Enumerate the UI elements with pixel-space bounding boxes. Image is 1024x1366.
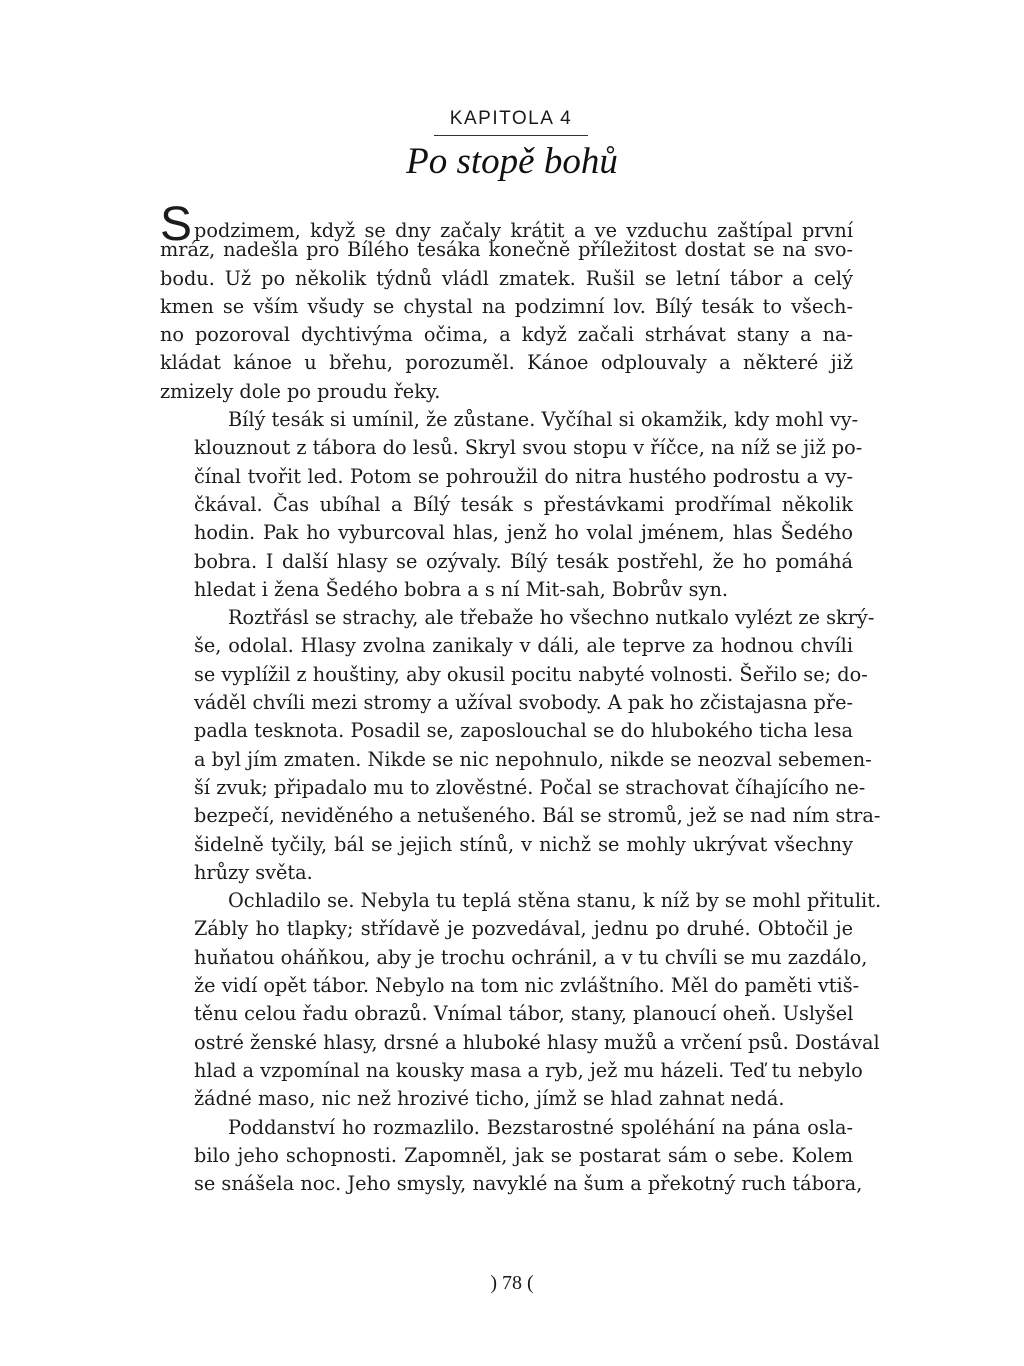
paragraph-5 — [160, 1114, 863, 1199]
drop-cap: S — [160, 198, 193, 251]
text-line: klouznout z tábora do lesů. Skryl svou stopu v říčce, na níž se již po- — [194, 436, 863, 460]
text-line: Zábly ho tlapky; střídavě je pozvedával, jednu po druhé. Obtočil je — [194, 917, 853, 941]
text-line: se snášela noc. Jeho smysly, navyklé na šum a překotný ruch tábora, — [194, 1172, 863, 1196]
text-line: žádné maso, nic než hrozivé ticho, jímž se hlad zahnat nedá. — [194, 1087, 785, 1111]
paragraph-3 — [160, 604, 881, 887]
text-line: bezpečí, neviděného a netušeného. Bál se stromů, jež se nad ním stra- — [194, 804, 881, 828]
text-line: Poddanství ho rozmazlilo. Bezstarostné spoléhání na pána osla- — [228, 1115, 853, 1139]
paragraph-4 — [160, 887, 882, 1113]
text-line: těnu celou řadu obrazů. Vnímal tábor, stany, planoucí oheň. Uslyšel — [194, 1002, 854, 1026]
text-line: kmen se vším všudy se chystal na podzimní lov. Bílý tesák to všech- — [160, 294, 853, 318]
text-line: čínal tvořit led. Potom se pohroužil do nitra hustého podrostu a vy- — [194, 464, 853, 488]
paragraph-2 — [160, 406, 863, 604]
text-line: ostré ženské hlasy, drsné a hluboké hlasy mužů a vrčení psů. Dostával — [194, 1030, 880, 1054]
text-line: váděl chvíli mezi stromy a užíval svobody. A pak ho zčistajasna pře- — [194, 691, 853, 715]
chapter-rule — [434, 135, 588, 136]
text-line: še, odolal. Hlasy zvolna zanikaly v dáli, ale teprve za hodnou chvíli — [194, 634, 853, 658]
text-line: bodu. Už po několik týdnů vládl zmatek. Rušil se letní tábor a celý — [160, 266, 853, 290]
text-line: že vidí opět tábor. Nebylo na tom nic zvláštního. Měl do paměti vtiš- — [194, 974, 860, 998]
paragraph-1 — [160, 198, 853, 406]
chapter-title: Po stopě bohů — [406, 141, 618, 182]
text-line: ší zvuk; připadalo mu to zlověstné. Počal se strachovat číhajícího ne- — [194, 775, 866, 799]
text-line: hrůzy světa. — [194, 860, 313, 884]
text-line: čkával. Čas ubíhal a Bílý tesák s přestávkami prodřímal několik — [194, 492, 853, 516]
text-line: padla tesknota. Posadil se, zaposlouchal se do hlubokého ticha lesa — [194, 719, 853, 743]
body-text — [160, 198, 882, 1198]
page-number: ) 78 ( — [490, 1272, 534, 1294]
text-line: Roztřásl se strachy, ale třebaže ho všechno nutkalo vylézt ze skrý- — [228, 606, 875, 630]
text-line: huňatou oháňkou, aby je trochu ochránil, a v tu chvíli se mu zazdálo, — [194, 945, 868, 969]
text-line: šidelně tyčily, bál se jejich stínů, v nichž se mohly ukrývat všechny — [194, 832, 853, 856]
text-line: hledat i žena Šedého bobra a s ní Mit-sah, Bobrův syn. — [194, 577, 728, 601]
text-line: kládat kánoe u břehu, porozuměl. Kánoe odplouvaly a některé již — [160, 351, 853, 375]
text-line: no pozoroval dychtivýma očima, a když začali strhávat stany a na- — [160, 323, 853, 347]
text-line: hodin. Pak ho vyburcoval hlas, jenž ho volal jménem, hlas Šedého — [194, 521, 853, 545]
text-line: zmizely dole po proudu řeky. — [160, 379, 441, 403]
text-line: Spodzimem, když se dny začaly krátit a ve vzduchu zaštípal první — [160, 198, 853, 251]
text-line: bilo jeho schopnosti. Zapomněl, jak se postarat sám o sebe. Kolem — [194, 1143, 853, 1167]
text-line: se vyplížil z houštiny, aby okusil pocitu nabyté volnosti. Šeřilo se; do- — [194, 662, 868, 686]
text-line: hlad a vzpomínal na kousky masa a ryb, jež mu házeli. Teď tu nebylo — [194, 1058, 863, 1082]
text-line: mráz, nadešla pro Bílého tesáka konečně příležitost dostat se na svo- — [160, 238, 853, 262]
text-line: bobra. I další hlasy se ozývaly. Bílý tesák postřehl, že ho pomáhá — [194, 549, 853, 573]
chapter-label: KAPITOLA 4 — [449, 108, 573, 129]
text-line: Ochladilo se. Nebyla tu teplá stěna stanu, k níž by se mohl přitulit. — [228, 889, 882, 913]
text-line: a byl jím zmaten. Nikde se nic nepohnulo, nikde se neozval sebemen- — [194, 747, 872, 771]
text-line: Bílý tesák si umínil, že zůstane. Vyčíhal si okamžik, kdy mohl vy- — [228, 408, 859, 432]
